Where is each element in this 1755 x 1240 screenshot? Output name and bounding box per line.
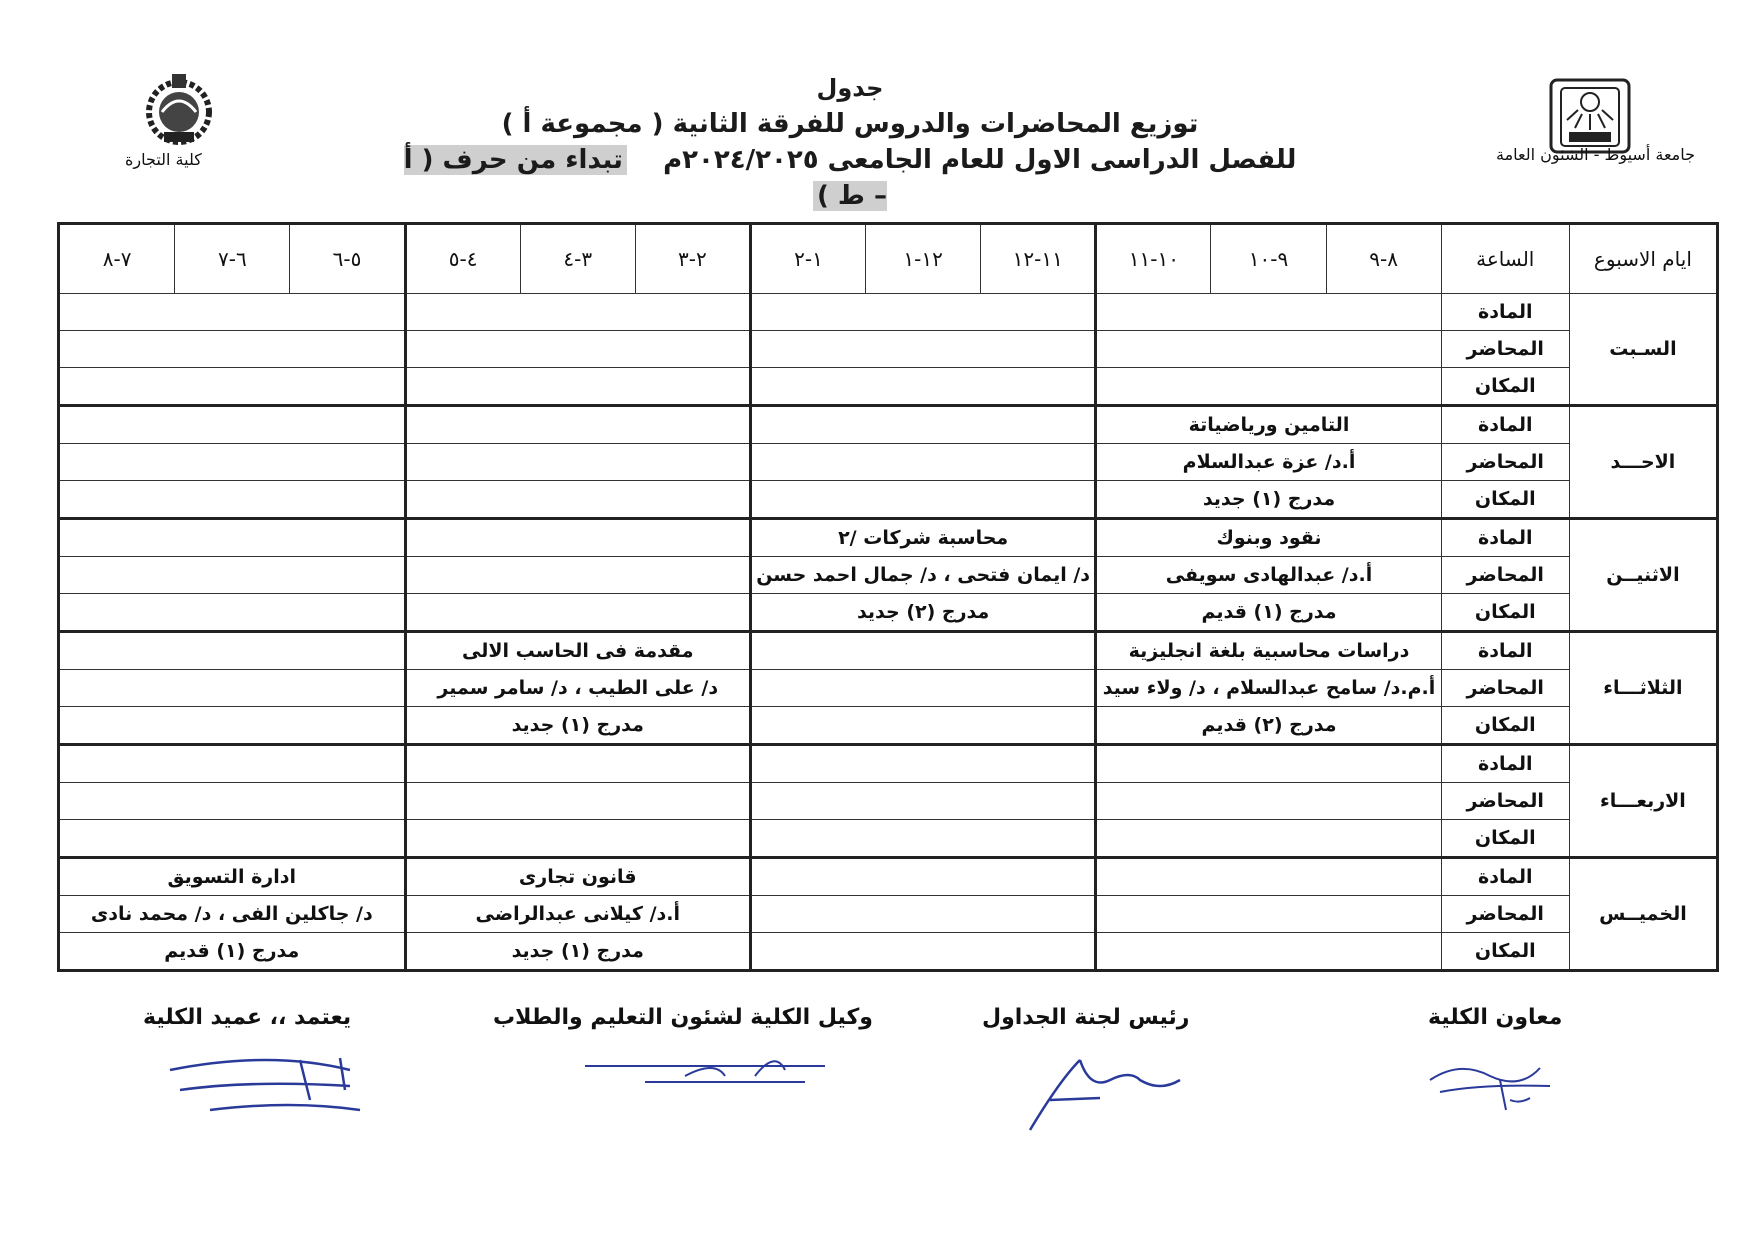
table-row bbox=[59, 820, 1718, 858]
slot-subject bbox=[59, 406, 406, 444]
slot-lecturer bbox=[750, 331, 1095, 368]
row-label-place: المكان bbox=[1441, 707, 1569, 745]
time-header: ٩-١٠ bbox=[1211, 224, 1326, 294]
day-name: السـبت bbox=[1569, 294, 1717, 406]
time-header: ١٠-١١ bbox=[1096, 224, 1211, 294]
slot-subject bbox=[1096, 745, 1441, 783]
slot-lecturer: أ.د/ كيلانى عبدالراضى bbox=[405, 896, 750, 933]
row-label-lecturer: المحاضر bbox=[1441, 557, 1569, 594]
schedule-table bbox=[57, 222, 1719, 972]
slot-subject bbox=[405, 406, 750, 444]
time-header: ٦-٧ bbox=[175, 224, 290, 294]
row-label-place: المكان bbox=[1441, 820, 1569, 858]
row-label-subject: المادة bbox=[1441, 745, 1569, 783]
slot-lecturer bbox=[1096, 896, 1441, 933]
slot-place: مدرج (٢) قديم bbox=[1096, 707, 1441, 745]
row-label-lecturer: المحاضر bbox=[1441, 896, 1569, 933]
slot-lecturer bbox=[750, 444, 1095, 481]
faculty-logo-icon bbox=[132, 70, 226, 150]
slot-lecturer bbox=[750, 670, 1095, 707]
table-header-row bbox=[59, 224, 1718, 294]
time-header: ٣-٤ bbox=[520, 224, 635, 294]
hour-column-header: الساعة bbox=[1441, 224, 1569, 294]
table-row bbox=[59, 670, 1718, 707]
slot-place bbox=[59, 368, 406, 406]
slot-place bbox=[59, 594, 406, 632]
document-title: جدول bbox=[816, 74, 884, 102]
slot-place bbox=[750, 368, 1095, 406]
slot-place bbox=[405, 481, 750, 519]
signature-education-vice-label: وكيل الكلية لشئون التعليم والطلاب bbox=[493, 1005, 873, 1030]
row-label-subject: المادة bbox=[1441, 294, 1569, 331]
table-row bbox=[59, 594, 1718, 632]
slot-place bbox=[405, 820, 750, 858]
slot-place bbox=[59, 707, 406, 745]
term-line bbox=[400, 142, 1300, 214]
table-row bbox=[59, 481, 1718, 519]
row-label-subject: المادة bbox=[1441, 519, 1569, 557]
row-label-place: المكان bbox=[1441, 594, 1569, 632]
signature-committee-head-label: رئيس لجنة الجداول bbox=[982, 1005, 1190, 1030]
day-name: الثلاثـــاء bbox=[1569, 632, 1717, 745]
signature-dean-label: يعتمد ،، عميد الكلية bbox=[143, 1005, 352, 1030]
slot-subject bbox=[405, 519, 750, 557]
table-row bbox=[59, 745, 1718, 783]
slot-subject: نقود وبنوك bbox=[1096, 519, 1441, 557]
time-header: ٨-٩ bbox=[1326, 224, 1441, 294]
row-label-lecturer: المحاضر bbox=[1441, 331, 1569, 368]
slot-subject bbox=[59, 519, 406, 557]
time-header: ١١-١٢ bbox=[981, 224, 1096, 294]
slot-lecturer bbox=[59, 331, 406, 368]
slot-place bbox=[59, 481, 406, 519]
slot-place: مدرج (٢) جديد bbox=[750, 594, 1095, 632]
slot-subject: مقدمة فى الحاسب الالى bbox=[405, 632, 750, 670]
table-row bbox=[59, 707, 1718, 745]
slot-subject: ادارة التسويق bbox=[59, 858, 406, 896]
slot-place bbox=[1096, 933, 1441, 971]
table-row bbox=[59, 519, 1718, 557]
slot-subject bbox=[59, 745, 406, 783]
signature-vice-dean-label: معاون الكلية bbox=[1428, 1005, 1563, 1030]
slot-place: مدرج (١) جديد bbox=[1096, 481, 1441, 519]
signature-education-vice-mark bbox=[575, 1040, 835, 1100]
slot-place: مدرج (١) قديم bbox=[59, 933, 406, 971]
row-label-lecturer: المحاضر bbox=[1441, 670, 1569, 707]
slot-lecturer bbox=[1096, 331, 1441, 368]
table-row bbox=[59, 406, 1718, 444]
slot-place bbox=[750, 820, 1095, 858]
table-row bbox=[59, 632, 1718, 670]
day-name: الاربعـــاء bbox=[1569, 745, 1717, 858]
slot-place bbox=[750, 481, 1095, 519]
day-name: الاحـــد bbox=[1569, 406, 1717, 519]
signature-vice-dean-mark bbox=[1420, 1040, 1570, 1120]
row-label-subject: المادة bbox=[1441, 858, 1569, 896]
slot-lecturer bbox=[405, 444, 750, 481]
slot-lecturer: أ.د/ عبدالهادى سويفى bbox=[1096, 557, 1441, 594]
slot-lecturer bbox=[59, 783, 406, 820]
slot-lecturer: أ.م.د/ سامح عبدالسلام ، د/ ولاء سيد bbox=[1096, 670, 1441, 707]
table-row bbox=[59, 858, 1718, 896]
slot-lecturer: د/ على الطيب ، د/ سامر سمير bbox=[405, 670, 750, 707]
document-title-block bbox=[400, 70, 1300, 214]
slot-lecturer bbox=[59, 557, 406, 594]
letter-range: تبداء من حرف ( أ – ط ) bbox=[403, 145, 887, 211]
table-row bbox=[59, 783, 1718, 820]
slot-subject bbox=[750, 745, 1095, 783]
university-name: جامعة أسيوط - الشئون العامة bbox=[1496, 145, 1695, 164]
row-label-place: المكان bbox=[1441, 933, 1569, 971]
slot-subject: قانون تجارى bbox=[405, 858, 750, 896]
slot-subject: التامين ورياضياتة bbox=[1096, 406, 1441, 444]
faculty-name: كلية التجارة bbox=[125, 150, 202, 169]
row-label-lecturer: المحاضر bbox=[1441, 444, 1569, 481]
university-logo-icon bbox=[1545, 74, 1635, 156]
day-name: الاثنيــن bbox=[1569, 519, 1717, 632]
slot-lecturer bbox=[59, 670, 406, 707]
term-text: للفصل الدراسى الاول للعام الجامعى ٢٠٢٤/٢٠٢٥م bbox=[663, 145, 1297, 175]
slot-subject bbox=[59, 294, 406, 331]
schedule-body bbox=[59, 294, 1718, 971]
time-header: ٢-٣ bbox=[635, 224, 750, 294]
signature-dean-mark bbox=[150, 1040, 380, 1130]
row-label-subject: المادة bbox=[1441, 632, 1569, 670]
slot-place: مدرج (١) قديم bbox=[1096, 594, 1441, 632]
row-label-subject: المادة bbox=[1441, 406, 1569, 444]
row-label-place: المكان bbox=[1441, 481, 1569, 519]
slot-place: مدرج (١) جديد bbox=[405, 707, 750, 745]
slot-lecturer: د/ جاكلين الفى ، د/ محمد نادى bbox=[59, 896, 406, 933]
table-row bbox=[59, 557, 1718, 594]
table-row bbox=[59, 368, 1718, 406]
day-name: الخميــس bbox=[1569, 858, 1717, 971]
slot-lecturer: أ.د/ عزة عبدالسلام bbox=[1096, 444, 1441, 481]
slot-lecturer bbox=[405, 331, 750, 368]
slot-lecturer bbox=[405, 557, 750, 594]
slot-place bbox=[405, 368, 750, 406]
slot-lecturer bbox=[750, 896, 1095, 933]
row-label-lecturer: المحاضر bbox=[1441, 783, 1569, 820]
slot-place bbox=[750, 933, 1095, 971]
slot-subject bbox=[405, 745, 750, 783]
slot-place bbox=[59, 820, 406, 858]
slot-place bbox=[1096, 368, 1441, 406]
time-header: ٥-٦ bbox=[290, 224, 405, 294]
slot-place bbox=[1096, 820, 1441, 858]
document-subtitle: توزيع المحاضرات والدروس للفرقة الثانية ( مجموعة أ ) bbox=[501, 109, 1199, 139]
slot-subject bbox=[750, 294, 1095, 331]
slot-subject bbox=[405, 294, 750, 331]
time-header: ٧-٨ bbox=[59, 224, 175, 294]
days-column-header: ايام الاسبوع bbox=[1569, 224, 1717, 294]
slot-subject bbox=[1096, 858, 1441, 896]
slot-lecturer: د/ ايمان فتحى ، د/ جمال احمد حسن bbox=[750, 557, 1095, 594]
slot-subject bbox=[750, 632, 1095, 670]
table-row bbox=[59, 933, 1718, 971]
slot-subject: محاسبة شركات /٢ bbox=[750, 519, 1095, 557]
slot-lecturer bbox=[405, 783, 750, 820]
slot-place bbox=[405, 594, 750, 632]
slot-lecturer bbox=[59, 444, 406, 481]
slot-subject bbox=[59, 632, 406, 670]
table-row bbox=[59, 444, 1718, 481]
table-row bbox=[59, 294, 1718, 331]
signature-committee-head-mark bbox=[1020, 1040, 1200, 1140]
row-label-place: المكان bbox=[1441, 368, 1569, 406]
time-header: ١٢-١ bbox=[866, 224, 981, 294]
time-header: ١-٢ bbox=[750, 224, 865, 294]
slot-lecturer bbox=[750, 783, 1095, 820]
table-row bbox=[59, 331, 1718, 368]
slot-subject bbox=[1096, 294, 1441, 331]
table-row bbox=[59, 896, 1718, 933]
slot-lecturer bbox=[1096, 783, 1441, 820]
slot-subject bbox=[750, 858, 1095, 896]
slot-place: مدرج (١) جديد bbox=[405, 933, 750, 971]
slot-subject: دراسات محاسبية بلغة انجليزية bbox=[1096, 632, 1441, 670]
slot-place bbox=[750, 707, 1095, 745]
time-header: ٤-٥ bbox=[405, 224, 520, 294]
slot-subject bbox=[750, 406, 1095, 444]
